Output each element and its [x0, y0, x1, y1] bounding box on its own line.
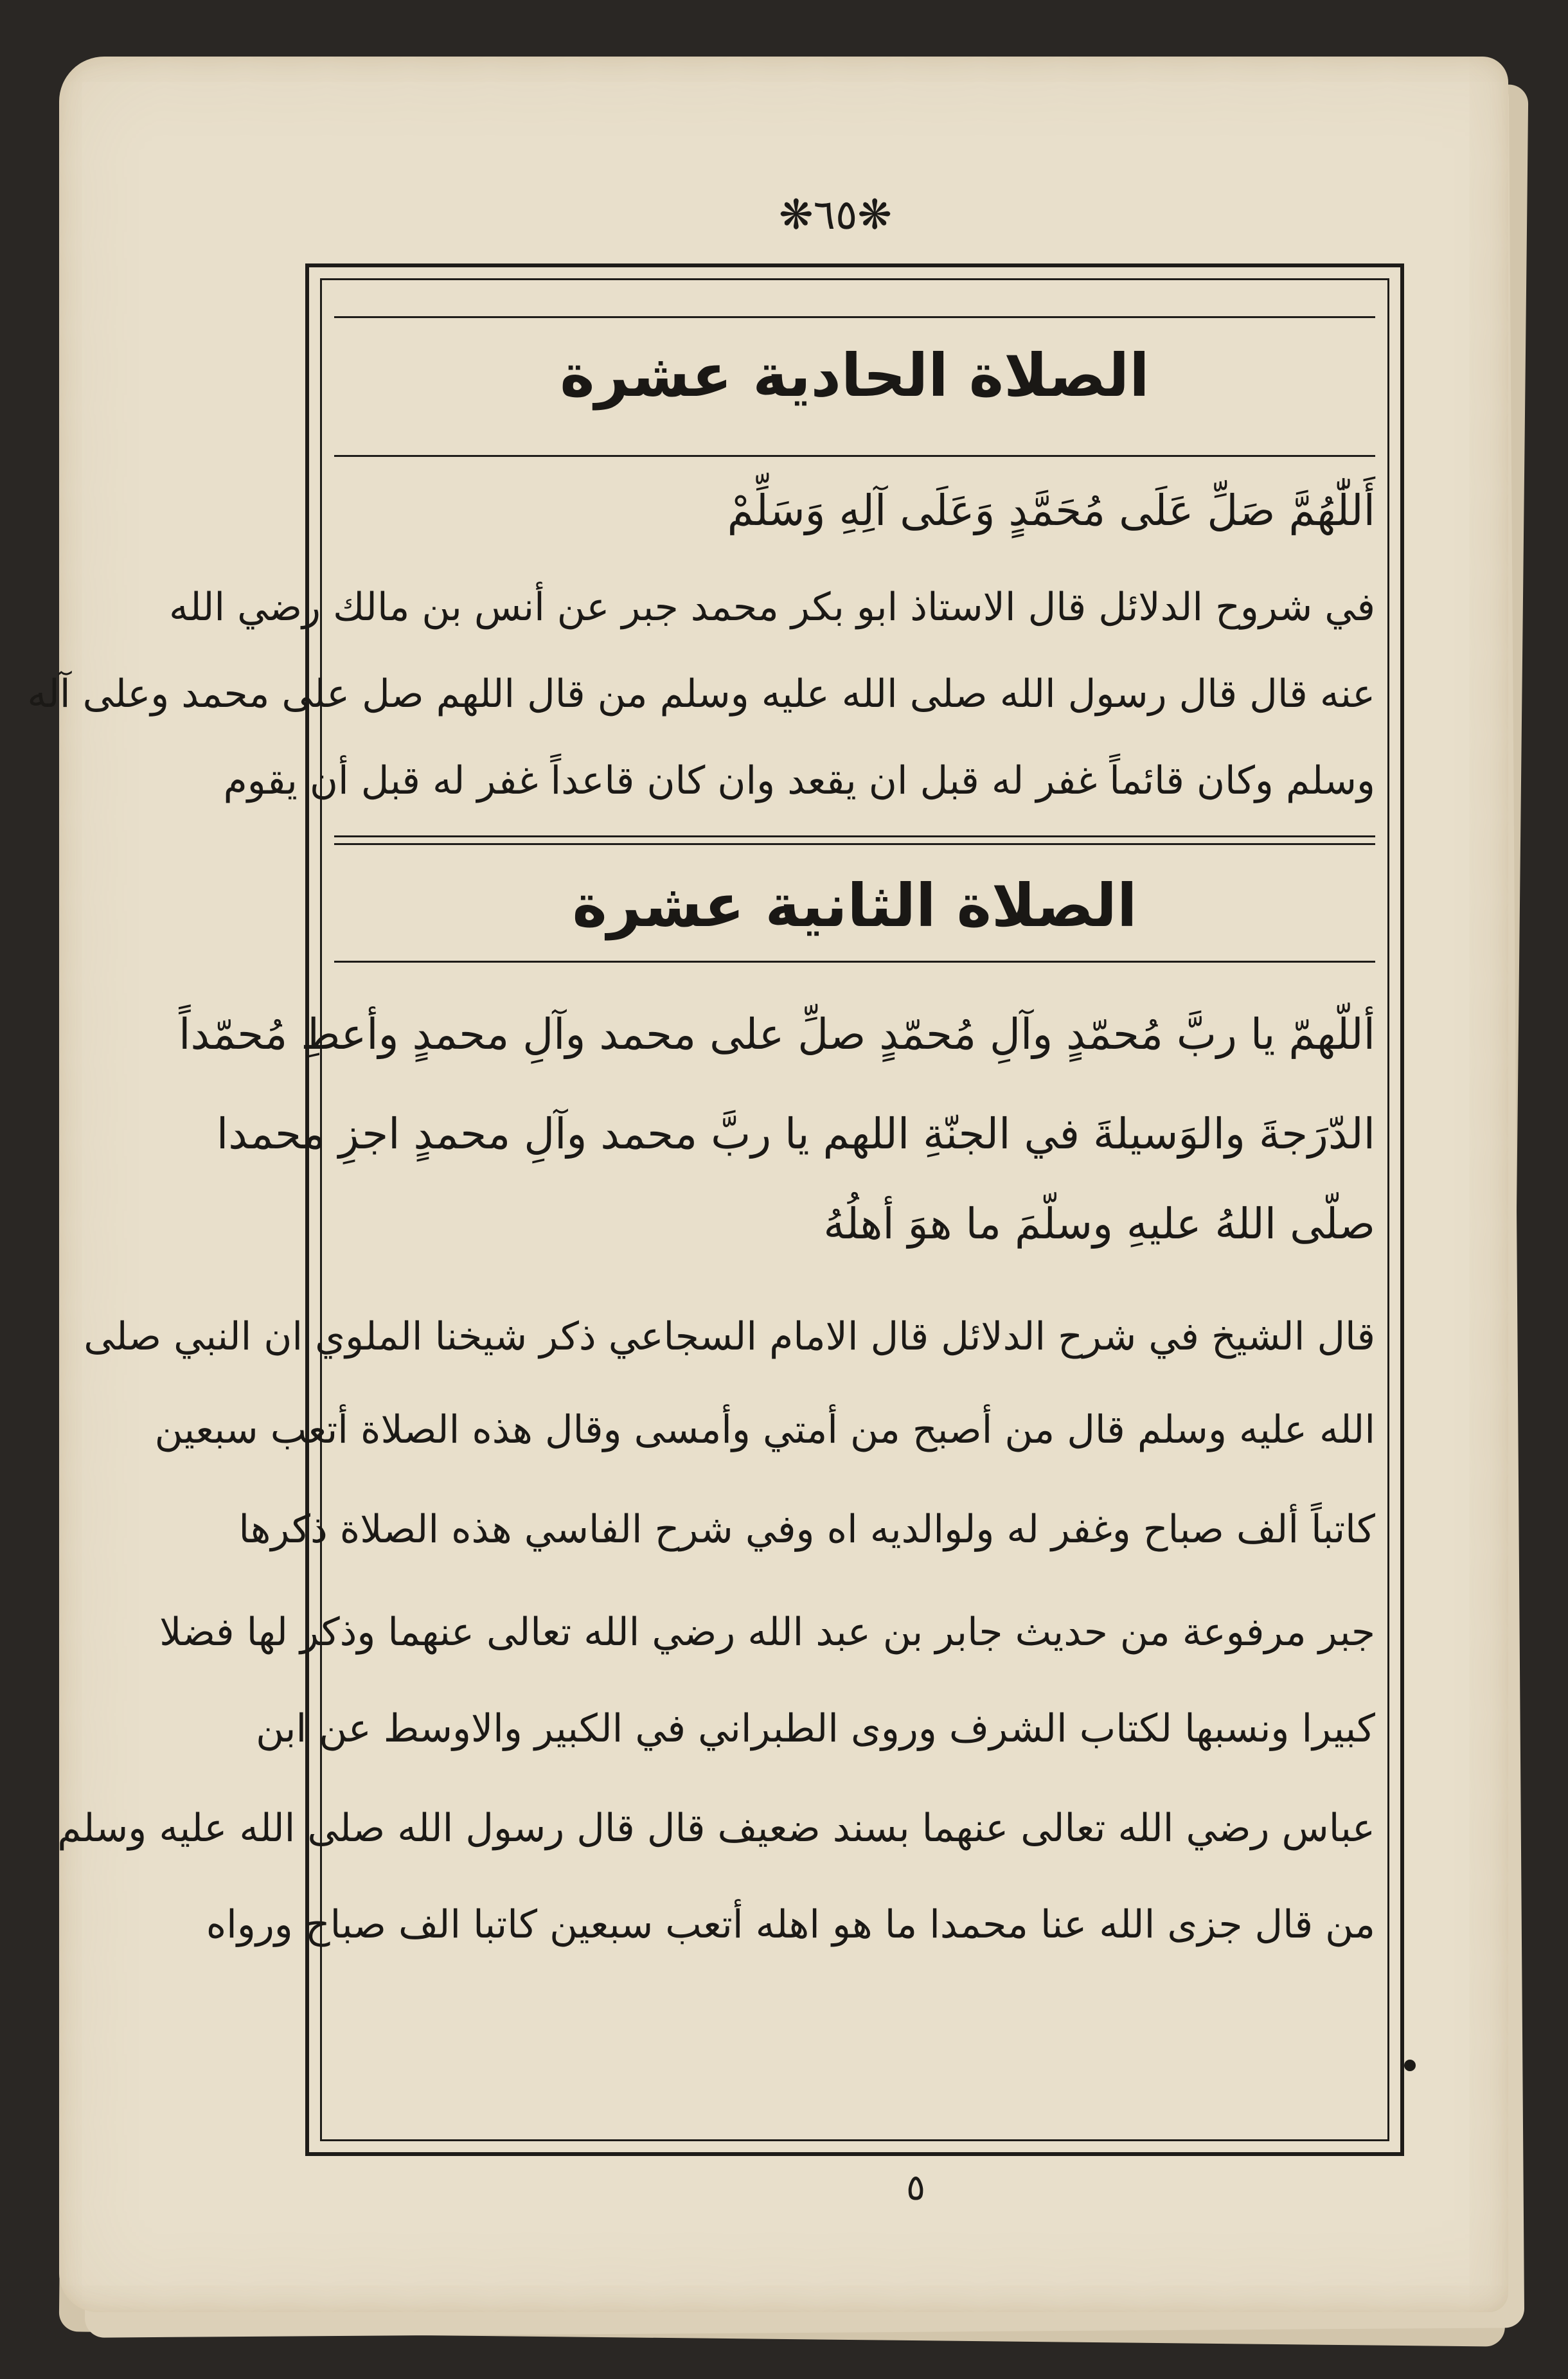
prayer-text: الدّرَجةَ والوَسيلةَ في الجنّةِ اللهم يا ربَّ محمد وآلِ محمدٍ اجزِ محمدا [216, 1109, 1375, 1159]
text-line: قال الشيخ في شرح الدلائل قال الامام السجاعي ذكر شيخنا الملوي ان النبي صلى [84, 1314, 1375, 1359]
signature-mark: ٥ [905, 2167, 926, 2209]
text-line: الله عليه وسلم قال من أصبح من أمتي وأمسى وقال هذه الصلاة أتعب سبعين [154, 1407, 1375, 1452]
divider [334, 316, 1375, 318]
text-line: من قال جزى الله عنا محمدا ما هو اهله أتعب سبعين كاتبا الف صباح ورواه [206, 1902, 1375, 1947]
divider [334, 843, 1375, 845]
text-line: عباس رضي الله تعالى عنهما بسند ضعيف قال قال رسول الله صلى الله عليه وسلم [57, 1806, 1375, 1851]
divider [334, 961, 1375, 963]
prayer-text: أللّهمّ يا ربَّ مُحمّدٍ وآلِ مُحمّدٍ صلِّ على محمد وآلِ محمدٍ وأعطِ مُحمّداً [179, 1010, 1375, 1059]
page-number: ❋٦٥❋ [779, 192, 892, 239]
divider [334, 455, 1375, 457]
text-line: كبيرا ونسبها لكتاب الشرف وروى الطبراني في الكبير والاوسط عن ابن [256, 1706, 1375, 1751]
section-title: الصلاة الثانية عشرة [572, 871, 1137, 940]
ink-dot [1404, 2060, 1416, 2071]
text-line: جبر مرفوعة من حديث جابر بن عبد الله رضي الله تعالى عنهما وذكر لها فضلا [159, 1610, 1375, 1655]
text-line: كاتباً ألف صباح وغفر له ولوالديه اه وفي شرح الفاسي هذه الصلاة ذكرها [238, 1507, 1375, 1552]
text-line: وسلم وكان قائماً غفر له قبل ان يقعد وان كان قاعداً غفر له قبل أن يقوم [223, 758, 1375, 803]
text-line: في شروح الدلائل قال الاستاذ ابو بكر محمد جبر عن أنس بن مالك رضي الله [169, 585, 1375, 630]
prayer-text: صلّى اللهُ عليهِ وسلّمَ ما هوَ أهلُهُ [823, 1199, 1375, 1249]
divider [334, 835, 1375, 837]
prayer-text: أَللّٰهُمَّ صَلِّ عَلَى مُحَمَّدٍ وَعَلَى آلِهِ وَسَلِّمْ [727, 486, 1375, 535]
section-title: الصلاة الحادية عشرة [560, 341, 1150, 410]
text-line: عنه قال قال رسول الله صلى الله عليه وسلم من قال اللهم صل على محمد وعلى آله [27, 672, 1375, 717]
